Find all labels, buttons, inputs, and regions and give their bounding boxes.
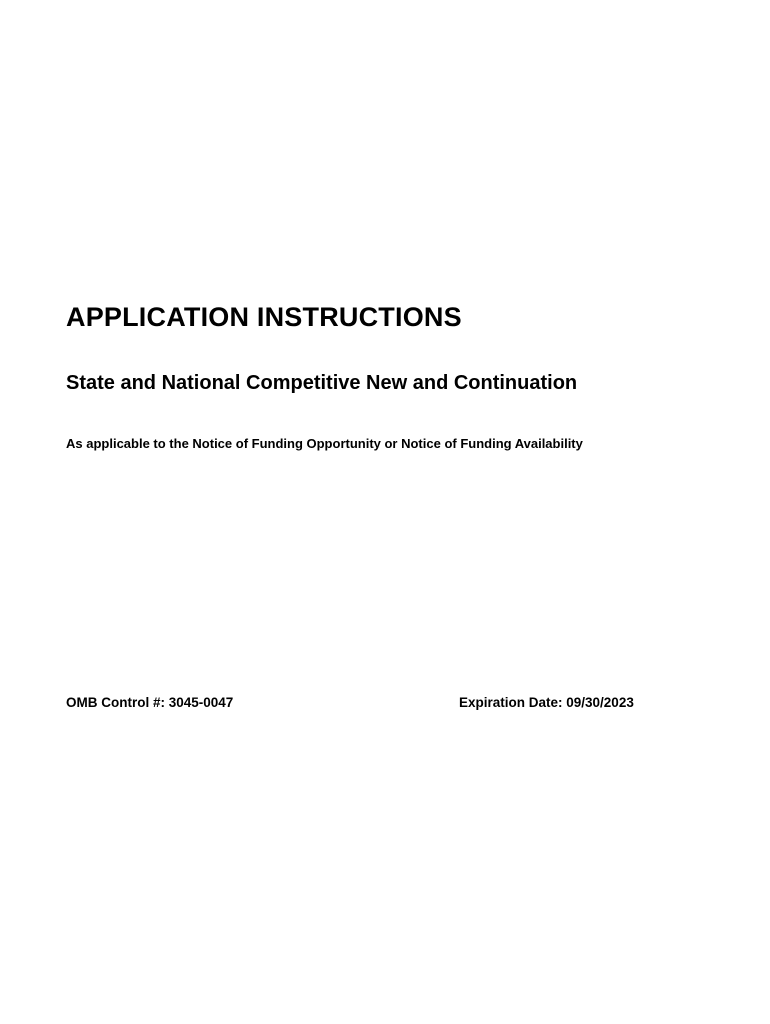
applicability-note: As applicable to the Notice of Funding Opportunity or Notice of Funding Availability	[66, 436, 583, 451]
omb-control-number: OMB Control #: 3045-0047	[66, 695, 234, 710]
document-subtitle: State and National Competitive New and Continuation	[66, 372, 578, 394]
expiration-date: Expiration Date: 09/30/2023	[459, 695, 634, 710]
document-title: APPLICATION INSTRUCTIONS	[66, 302, 462, 332]
